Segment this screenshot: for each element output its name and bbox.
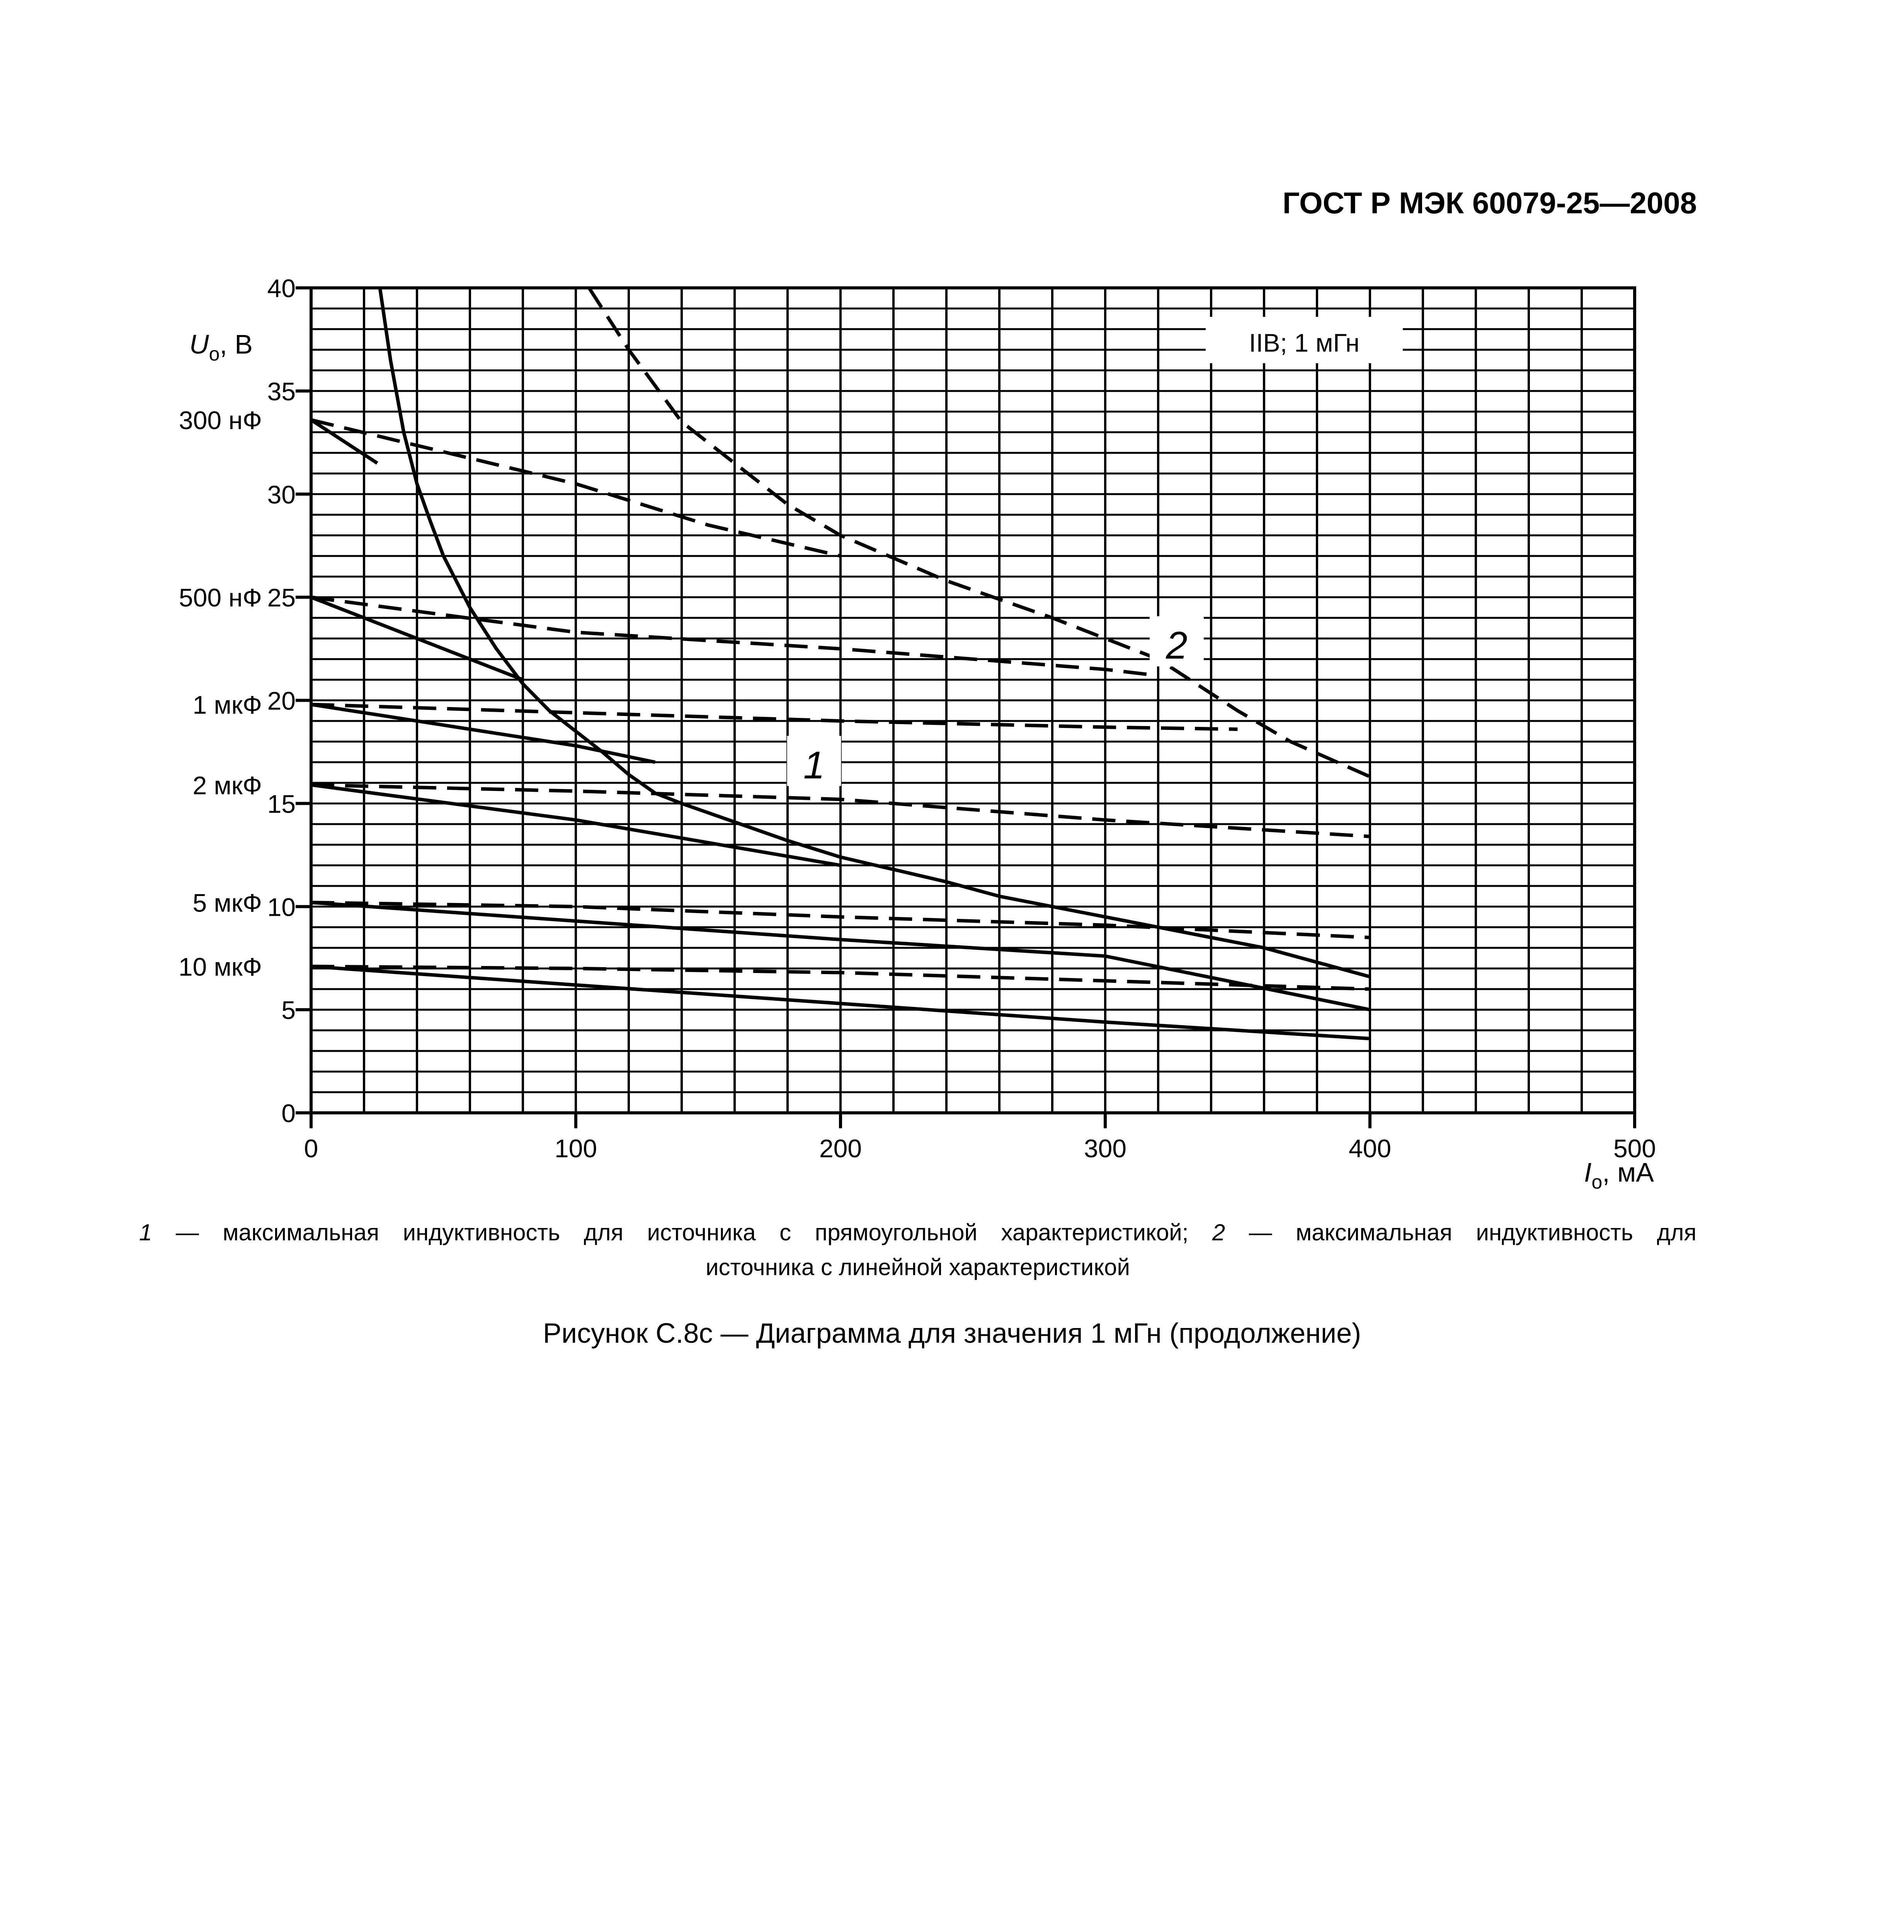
y-tick-label: 25 (267, 583, 296, 612)
legend-text-2: — максимальная индуктивность для (1225, 1219, 1696, 1245)
capacitance-label: 5 мкФ (192, 888, 262, 917)
y-tick-label: 40 (267, 274, 296, 303)
x-tick-label: 200 (819, 1134, 862, 1163)
legend-line-2: источника с линейной характеристикой (705, 1254, 1130, 1280)
curve-label: 2 (1166, 624, 1188, 667)
chart-labels (179, 317, 1654, 1193)
legend-number-1: 1 (139, 1219, 152, 1245)
y-tick-label: 10 (267, 893, 296, 922)
figure-legend (139, 1215, 1696, 1285)
capacitance-label: 2 мкФ (192, 771, 262, 800)
capacitance-label: 300 нФ (179, 406, 262, 435)
legend-line-1 (139, 1215, 1696, 1250)
legend-number-2: 2 (1212, 1219, 1225, 1245)
annotation-box-label: IIB; 1 мГн (1249, 328, 1360, 357)
capacitance-label: 1 мкФ (192, 690, 262, 719)
curve-label: 1 (803, 743, 825, 787)
x-tick-label: 0 (304, 1134, 318, 1163)
capacitance-label: 10 мкФ (178, 952, 262, 981)
x-tick-label: 400 (1348, 1134, 1392, 1163)
figure-caption: Рисунок С.8с — Диаграмма для значения 1 мГн (продолжение) (543, 1318, 1361, 1349)
legend-text-1: — максимальная индуктивность для источника с прямоугольной характеристикой; (152, 1219, 1212, 1245)
x-tick-label: 500 (1613, 1134, 1656, 1163)
series-line (311, 420, 377, 463)
y-tick-label: 20 (267, 686, 296, 715)
y-tick-label: 0 (281, 1099, 296, 1128)
y-axis-label: $U_о$, В (189, 329, 253, 365)
y-tick-label: 30 (267, 480, 296, 509)
x-axis-label: $I_о$, мА (1584, 1157, 1654, 1193)
chart-grid (311, 288, 1635, 1113)
y-tick-label: 35 (267, 377, 296, 406)
capacitance-label: 500 нФ (179, 583, 262, 612)
x-tick-label: 300 (1084, 1134, 1127, 1163)
x-tick-label: 100 (554, 1134, 597, 1163)
y-tick-label: 5 (281, 996, 296, 1025)
y-tick-label: 15 (267, 789, 296, 818)
document-id: ГОСТ Р МЭК 60079-25—2008 (1282, 186, 1697, 220)
